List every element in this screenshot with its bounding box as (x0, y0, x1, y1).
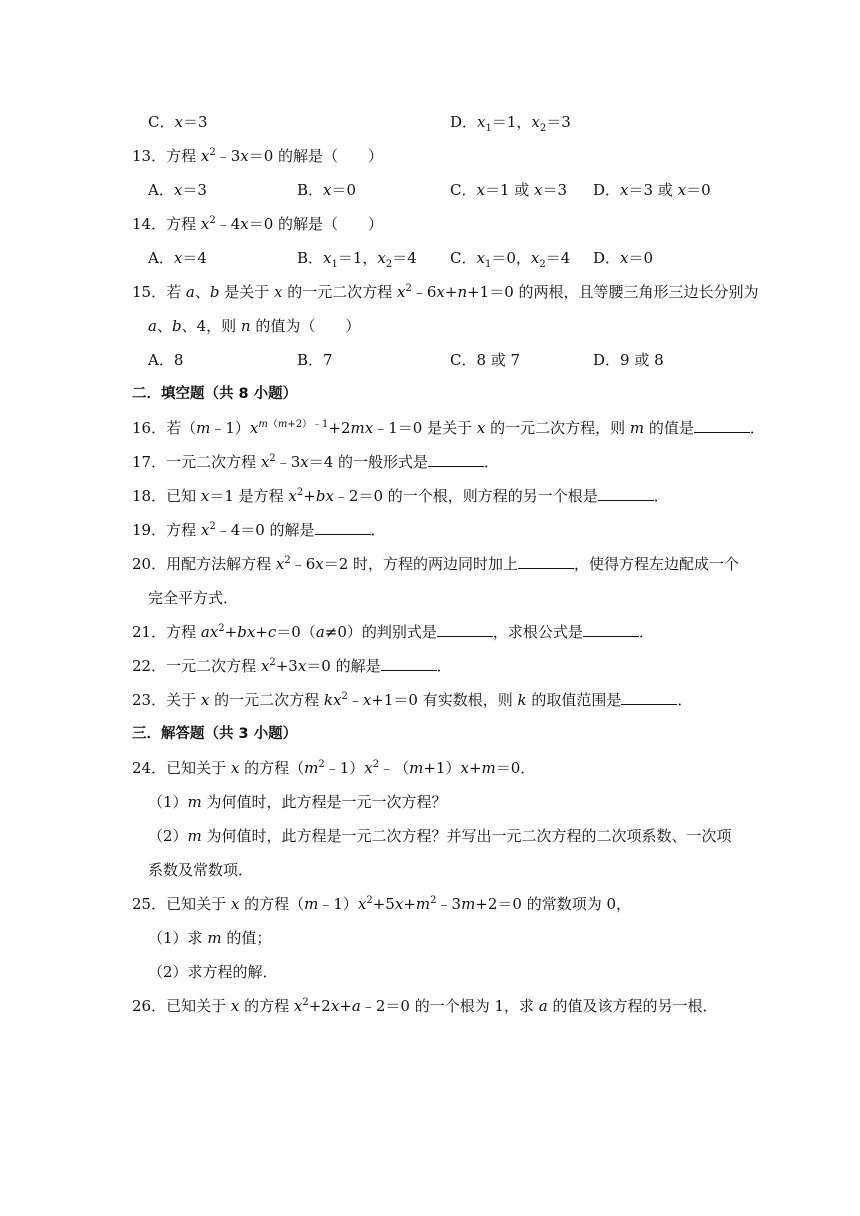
q14-option-a: A．x＝4 (148, 249, 207, 267)
q26-text: 26．已知关于 x 的方程 $x^2+2x+a﹣2=0$ 的一个根为 1，求 a 的值及该方程的另一根． (132, 997, 718, 1015)
q12-option-c: C．x＝3 (148, 113, 208, 131)
section-2-heading: 二．填空题（共 8 小题） (132, 386, 298, 402)
q12-option-d: D．$x_1=1$，$x_2=3$ (450, 113, 571, 134)
q15-option-c: C．8 或 7 (450, 351, 521, 369)
q18-text: 18．已知 x＝1 是方程 $x^2+bx﹣2=0$ 的一个根，则方程的另一个根是 ． (132, 487, 669, 505)
q24-part1: （1）m 为何值时，此方程是一元一次方程？ (148, 793, 447, 811)
section-3-heading: 三．解答题（共 3 小题） (132, 726, 298, 742)
q15-option-d: D．9 或 8 (593, 351, 664, 369)
q13-option-c: C．x＝1 或 x＝3 (450, 181, 568, 199)
q24-text: 24．已知关于 x 的方程$(m^2﹣1)x^2﹣(m+1)x+m=0$． (132, 759, 536, 777)
q19-text: 19．方程 $x^2﹣4=0$ 的解是 ． (132, 521, 386, 539)
q24-part2-line1: （2）m 为何值时，此方程是一元二次方程？并写出一元二次方程的二次项系数、一次项 (148, 827, 732, 845)
q13-option-a: A．x＝3 (148, 181, 207, 199)
q24-part2-line2: 系数及常数项． (148, 861, 254, 879)
q17-text: 17．一元二次方程 $x^2﹣3x=4$ 的一般形式是 ． (132, 453, 500, 471)
q16-text: 16．若$(m﹣1)x^{m(m+2)﹣1}+2mx﹣1=0$ 是关于 x 的一元二次方程，则 m 的值是 ． (132, 419, 765, 437)
q23-text: 23．关于 x 的一元二次方程 $kx^2﹣x+1=0$ 有实数根，则 k 的取值范围是 ． (132, 691, 693, 709)
q15-option-b: B．7 (297, 351, 333, 369)
q13-option-b: B．x＝0 (297, 181, 357, 199)
q14-stem: 14．方程 $x^2﹣4x=0$ 的解是（ ） (132, 215, 384, 233)
q13-stem: 13．方程 $x^2﹣3x=0$ 的解是（ ） (132, 147, 384, 165)
q25-part1: （1）求 m 的值； (148, 929, 272, 947)
q20-text-line2: 完全平方式． (148, 589, 239, 607)
q20-text-line1: 20．用配方法解方程 $x^2﹣6x=2$ 时，方程的两边同时加上 ，使得方程左边配成一个 (132, 555, 740, 573)
q21-text: 21．方程 $ax^2+bx+c=0(a\ne 0)$的判别式是 ，求根公式是 ． (132, 623, 654, 641)
q14-option-d: D．x＝0 (593, 249, 654, 267)
q13-option-d: D．x＝3 或 x＝0 (593, 181, 711, 199)
q22-text: 22．一元二次方程 $x^2+3x=0$ 的解是 ． (132, 657, 452, 675)
q15-stem-line1: 15．若 a、b 是关于 x 的一元二次方程 $x^2﹣6x+n+1=0$ 的两根，且等腰三角形三边长分别为 (132, 283, 759, 301)
q25-text: 25．已知关于 x 的方程$(m﹣1)x^2+5x+m^2﹣3m+2=0$ 的常数项为 0， (132, 895, 632, 913)
q14-option-c: C．$x_1=0$，$x_2=4$ (450, 249, 571, 270)
q14-option-b: B．$x_1=1$，$x_2=4$ (297, 249, 417, 270)
q15-stem-line2: a、b、4，则 n 的值为（ ） (148, 317, 361, 335)
q15-option-a: A．8 (148, 351, 184, 369)
q25-part2: （2）求方程的解． (148, 963, 278, 981)
